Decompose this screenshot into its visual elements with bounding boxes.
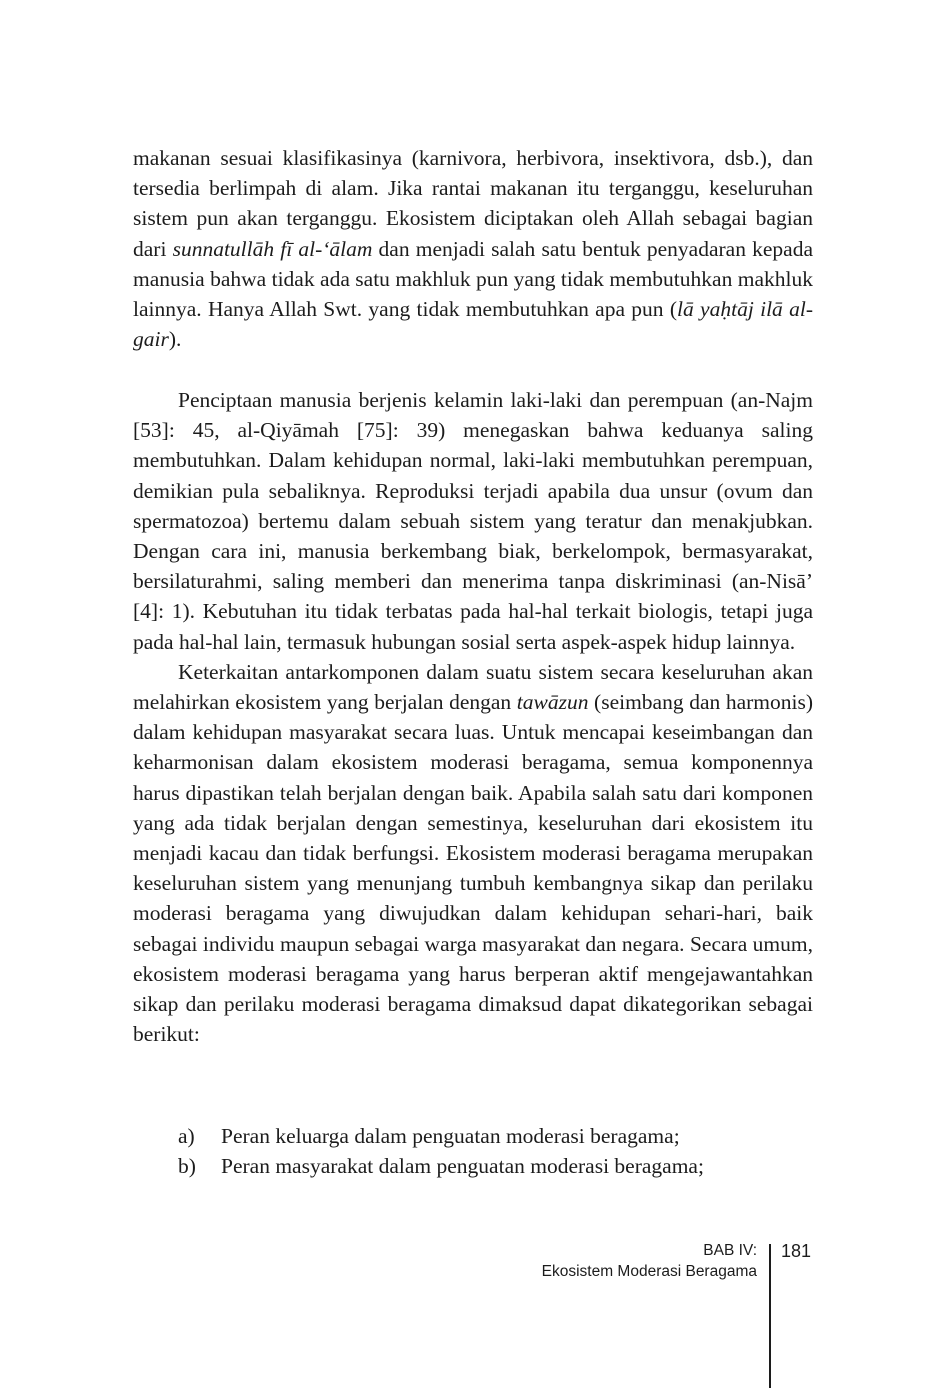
list-item — [133, 1121, 813, 1151]
footer-title: Ekosistem Moderasi Beragama — [541, 1263, 757, 1280]
body-text — [133, 143, 813, 354]
paragraph-3: Keterkaitan antarkomponen dalam suatu sistem secara keseluruhan akan melahirkan ekosistem yang berjalan dengan tawāzun (seimbang dan harmonis) dalam kehidupan masyarakat secara luas. Untuk mencapai keseimbangan dan keharmonisan dalam ekosistem moderasi beragama, semua komponennya harus dipastikan telah berjalan dengan baik. Apabila salah satu dari komponen yang ada tidak berjalan dengan semestinya, keseluruhan dari ekosistem itu menjadi kacau dan tidak berfungsi. Ekosistem moderasi beragama merupakan keseluruhan sistem yang menunjang tumbuh kembangnya sikap dan perilaku moderasi beragama yang diwujudkan dalam kehidupan sehari-hari, baik sebagai individu maupun sebagai warga masyarakat dan negara. Secara umum, ekosistem moderasi beragama yang harus berperan aktif mengejawantahkan sikap dan perilaku moderasi beragama dimaksud dapat dikategorikan sebagai berikut: — [133, 659, 813, 1047]
page-number: 181 — [781, 1241, 812, 1261]
running-footer — [542, 1240, 757, 1282]
list-item-text: Peran masyarakat dalam penguatan moderasi beragama; — [221, 1154, 704, 1179]
italic-term: tawāzun — [516, 690, 589, 715]
italic-term: sunnatullāh fī al-‘ālam — [172, 236, 373, 261]
category-list — [133, 1121, 813, 1181]
list-item — [133, 1151, 813, 1181]
list-marker: a) — [178, 1124, 195, 1148]
list-marker: b) — [178, 1154, 196, 1179]
footer-chapter: BAB IV: — [703, 1242, 757, 1259]
italic-term: lā yaḥtāj ilā al-gair — [133, 297, 813, 352]
paragraph-1: makanan sesuai klasifikasinya (karnivora, herbivora, insektivora, dsb.), dan tersedia berlimpah di alam. Jika rantai makanan itu terganggu, keseluruhan sistem pun akan terganggu. Ekosistem diciptakan oleh Allah sebagai bagian dari sunnatullāh fī al-‘ālam dan menjadi salah satu bentuk penyadaran kepada manusia bahwa tidak ada satu makhluk pun yang tidak membutuhkan makhluk lainnya. Hanya Allah Swt. yang tidak membutuhkan apa pun (lā yaḥtāj ilā al-gair). — [133, 146, 813, 352]
list-item-text: Peran keluarga dalam penguatan moderasi beragama; — [221, 1124, 680, 1148]
paragraph-2: Penciptaan manusia berjenis kelamin laki-laki dan perempuan (an-Najm [53]: 45, al-Qiyāmah [75]: 39) menegaskan bahwa keduanya saling membutuhkan. Dalam kehidupan normal, laki-laki membutuhkan perempuan, demikian pula sebaliknya. Reproduksi terjadi apabila dua unsur (ovum dan spermatozoa) bertemu dalam sebuah sistem yang teratur dan menakjubkan. Dengan cara ini, manusia berkembang biak, berkelompok, bermasyarakat, bersilaturahmi, saling memberi dan menerima tanpa diskriminasi (an-Nisā’ [4]: 1). Kebutuhan itu tidak terbatas pada hal-hal terkait biologis, tetapi juga pada hal-hal lain, termasuk hubungan sosial serta aspek-aspek hidup lainnya. — [133, 388, 813, 654]
footer-divider — [769, 1244, 771, 1388]
body-text-continued — [133, 385, 813, 1049]
